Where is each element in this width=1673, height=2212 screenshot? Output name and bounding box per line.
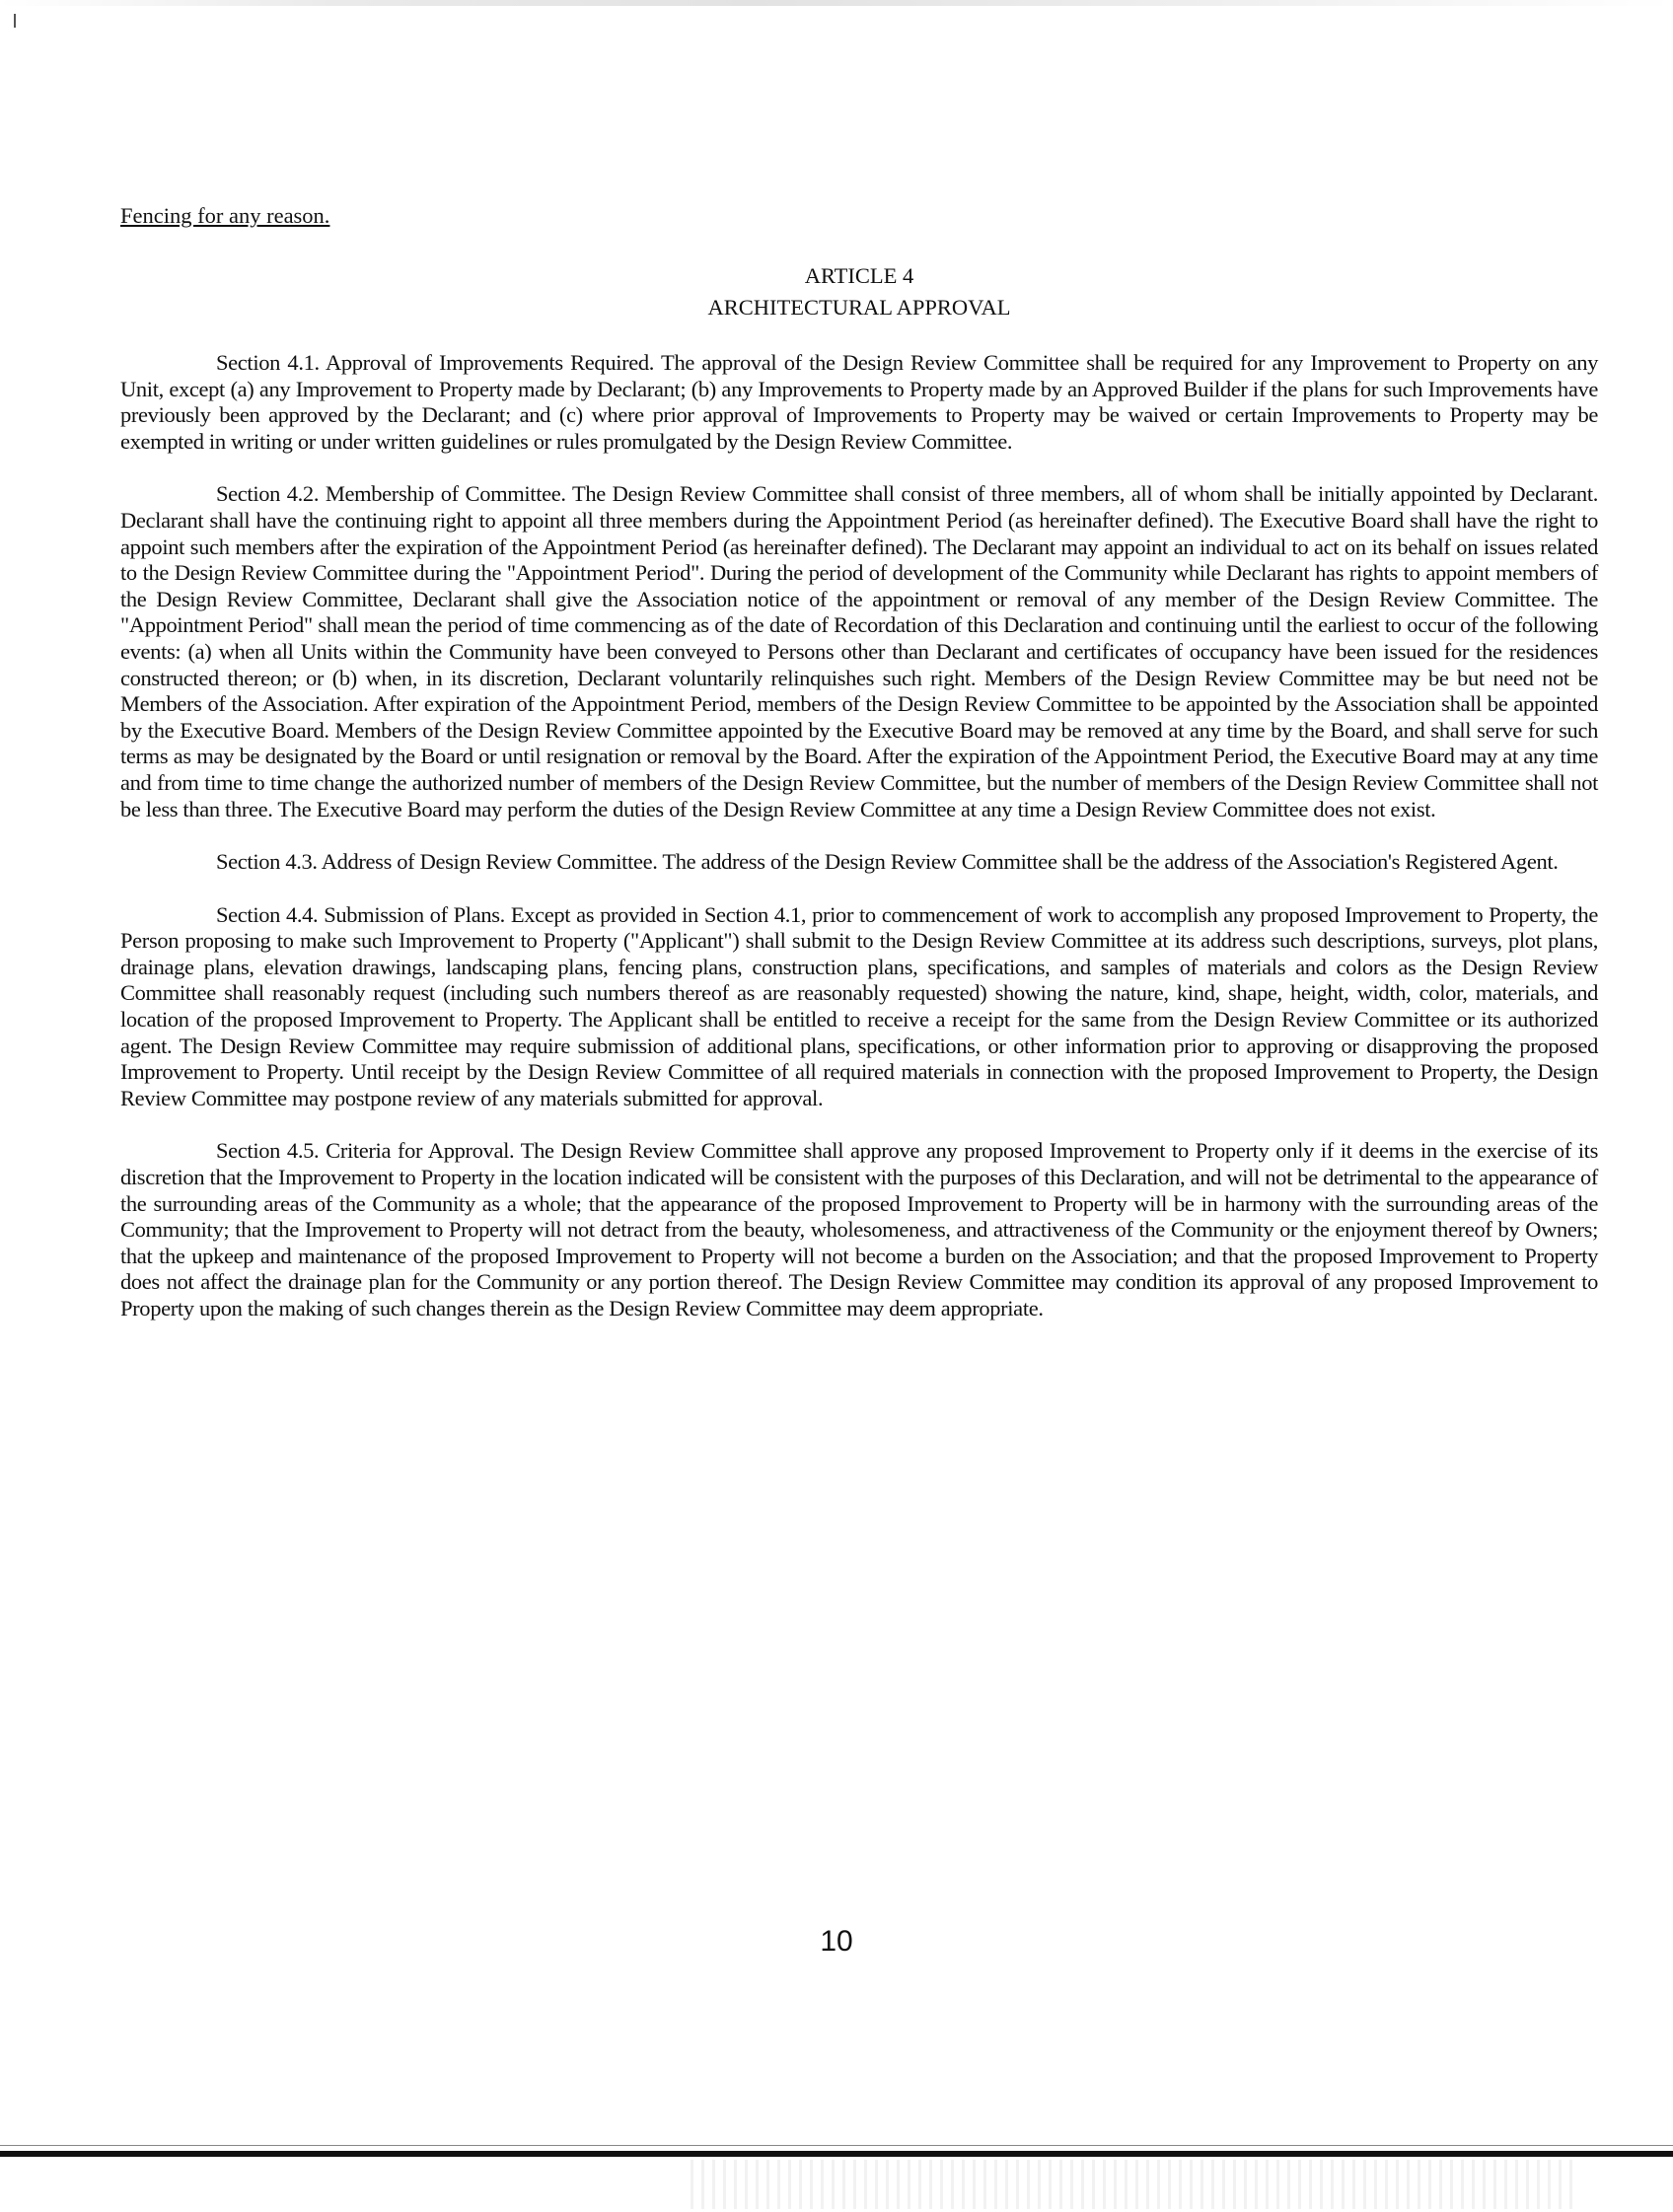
- footer-rule-thin: [0, 2145, 1673, 2146]
- page-content: [120, 202, 1598, 1349]
- article-number: ARTICLE 4: [804, 263, 914, 288]
- scan-mark: [14, 14, 16, 28]
- scan-artifact-bottom: [691, 2160, 1578, 2209]
- section-4-4: Section 4.4. Submission of Plans. Except as provided in Section 4.1, prior to commencement of work to accomplish any proposed Improvement to Property, the Person proposing to make such Improvement to Property ("Applicant") shall submit to the Design Review Committee at its address such descriptions, surveys, plot plans, drainage plans, elevation drawings, landscaping plans, fencing plans, construction plans, specifications, and samples of materials and colors as the Design Review Committee shall reasonably request (including such numbers thereof as are reasonably requested) showing the nature, kind, shape, height, width, color, materials, and location of the proposed Improvement to Property. The Applicant shall be entitled to receive a receipt for the same from the Design Review Committee or its authorized agent. The Design Review Committee may require submission of additional plans, specifications, or other information prior to approving or disapproving the proposed Improvement to Property. Until receipt by the Design Review Committee of all required materials in connection with the proposed Improvement to Property, the Design Review Committee may postpone review of any materials submitted for approval.: [120, 901, 1598, 1110]
- lead-line: Fencing for any reason.: [120, 203, 330, 228]
- footer-rule: [0, 2151, 1673, 2157]
- section-4-3: Section 4.3. Address of Design Review Committee. The address of the Design Review Committee shall be the address of the Association's Registered Agent.: [216, 849, 1559, 875]
- section-4-2: Section 4.2. Membership of Committee. The Design Review Committee shall consist of three members, all of whom shall be initially appointed by Declarant. Declarant shall have the continuing right to appoint all three members during the Appointment Period (as hereinafter defined). The Executive Board shall have the right to appoint such members after the expiration of the Appointment Period (as hereinafter defined). The Declarant may appoint an individual to act on its behalf on issues related to the Design Review Committee during the "Appointment Period". During the period of development of the Community while Declarant has rights to appoint members of the Design Review Committee, Declarant shall give the Association notice of the appointment or removal of any member of the Design Review Committee. The "Appointment Period" shall mean the period of time commencing as of the date of Recordation of this Declaration and continuing until the earliest to occur of the following events: (a) when all Units within the Community have been conveyed to Persons other than Declarant and certificates of occupancy have been issued for the residences constructed thereon; or (b) when, in its discretion, Declarant voluntarily relinquishes such right. Members of the Design Review Committee may be but need not be Members of the Association. After expiration of the Appointment Period, members of the Design Review Committee to be appointed by the Association shall be appointed by the Executive Board. Members of the Design Review Committee appointed by the Executive Board may be removed at any time by the Board, and shall serve for such terms as may be designated by the Board or until resignation or removal by the Board. After the expiration of the Appointment Period, the Executive Board may at any time and from time to time change the authorized number of members of the Design Review Committee, but the number of members of the Design Review Committee shall not be less than three. The Executive Board may perform the duties of the Design Review Committee at any time a Design Review Committee does not exist.: [120, 481, 1598, 821]
- section-4-5: Section 4.5. Criteria for Approval. The Design Review Committee shall approve any proposed Improvement to Property only if it deems in the exercise of its discretion that the Improvement to Property in the location indicated will be consistent with the purposes of this Declaration, and will not be detrimental to the appearance of the surrounding areas of the Community as a whole; that the appearance of the proposed Improvement to Property will be in harmony with the surrounding areas of the Community; that the Improvement to Property will not detract from the beauty, wholesomeness, and attractiveness of the Community or the enjoyment thereof by Owners; that the upkeep and maintenance of the proposed Improvement to Property will not become a burden on the Association; and that the proposed Improvement to Property does not affect the drainage plan for the Community or any portion thereof. The Design Review Committee may condition its approval of any proposed Improvement to Property upon the making of such changes therein as the Design Review Committee may deem appropriate.: [120, 1138, 1598, 1320]
- article-title: ARCHITECTURAL APPROVAL: [707, 295, 1011, 320]
- page-number: 10: [820, 1925, 853, 1958]
- article-heading: [120, 260, 1598, 323]
- section-4-1: Section 4.1. Approval of Improvements Required. The approval of the Design Review Committee shall be required for any Improvement to Property on any Unit, except (a) any Improvement to Property made by Declarant; (b) any Improvements to Property made by an Approved Builder if the plans for such Improvements have previously been approved by the Declarant; and (c) where prior approval of Improvements to Property may be waived or certain Improvements to Property may be exempted in writing or under written guidelines or rules promulgated by the Design Review Committee.: [120, 350, 1598, 454]
- scan-artifact-top: [0, 0, 1673, 6]
